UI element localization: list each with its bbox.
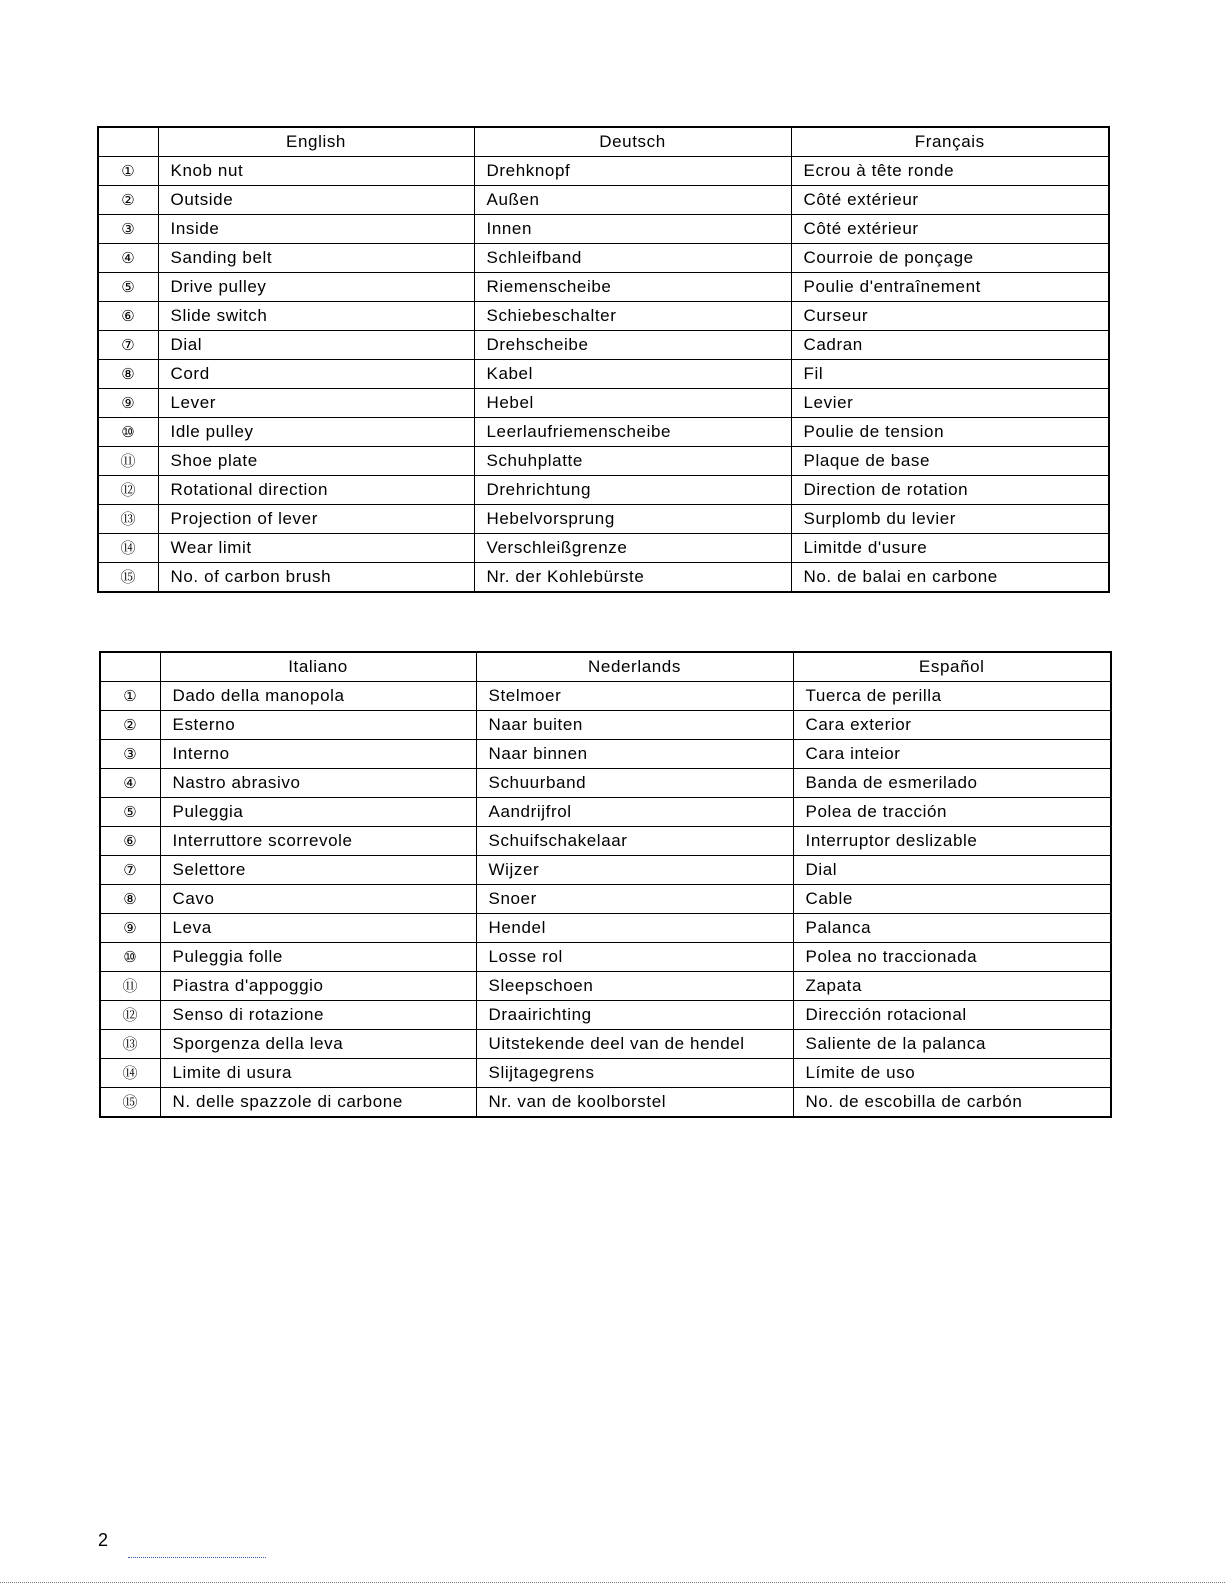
term-cell: Banda de esmerilado <box>793 769 1111 798</box>
term-cell: Cavo <box>160 885 476 914</box>
table-row <box>98 389 1109 418</box>
item-number: ⑭ <box>98 534 158 563</box>
term-cell: Inside <box>158 215 474 244</box>
item-number: ⑥ <box>98 302 158 331</box>
item-number: ⑩ <box>100 943 160 972</box>
term-cell: Selettore <box>160 856 476 885</box>
table-header-row <box>98 127 1109 157</box>
table-row <box>98 215 1109 244</box>
term-cell: No. of carbon brush <box>158 563 474 593</box>
term-cell: Draairichting <box>476 1001 793 1030</box>
term-cell: Sleepschoen <box>476 972 793 1001</box>
table-row <box>98 476 1109 505</box>
table-row <box>100 827 1111 856</box>
term-cell: Poulie d'entraînement <box>791 273 1109 302</box>
term-cell: Côté extérieur <box>791 215 1109 244</box>
term-cell: N. delle spazzole di carbone <box>160 1088 476 1118</box>
term-cell: Schuhplatte <box>474 447 791 476</box>
term-cell: Innen <box>474 215 791 244</box>
item-number: ① <box>100 682 160 711</box>
header-italiano: Italiano <box>160 652 476 682</box>
term-cell: Levier <box>791 389 1109 418</box>
term-cell: Limitde d'usure <box>791 534 1109 563</box>
table-row <box>100 943 1111 972</box>
item-number: ⑬ <box>98 505 158 534</box>
term-cell: Wear limit <box>158 534 474 563</box>
term-cell: Côté extérieur <box>791 186 1109 215</box>
table-row <box>98 563 1109 593</box>
table-row <box>100 1088 1111 1118</box>
table-row <box>98 534 1109 563</box>
table-row <box>100 740 1111 769</box>
table-row <box>100 1059 1111 1088</box>
item-number: ⑦ <box>98 331 158 360</box>
term-cell: Polea de tracción <box>793 798 1111 827</box>
term-cell: Plaque de base <box>791 447 1109 476</box>
header-francais: Français <box>791 127 1109 157</box>
term-cell: Schuurband <box>476 769 793 798</box>
item-number: ⑤ <box>100 798 160 827</box>
header-number-column <box>98 127 158 157</box>
term-cell: Idle pulley <box>158 418 474 447</box>
term-cell: Nr. der Kohlebürste <box>474 563 791 593</box>
header-number-column <box>100 652 160 682</box>
item-number: ⑨ <box>98 389 158 418</box>
item-number: ⑪ <box>100 972 160 1001</box>
item-number: ③ <box>98 215 158 244</box>
item-number: ⑩ <box>98 418 158 447</box>
term-cell: Drehrichtung <box>474 476 791 505</box>
term-cell: Aandrijfrol <box>476 798 793 827</box>
term-cell: Schleifband <box>474 244 791 273</box>
term-cell: Dado della manopola <box>160 682 476 711</box>
term-cell: Riemenscheibe <box>474 273 791 302</box>
item-number: ① <box>98 157 158 186</box>
table-row <box>100 1001 1111 1030</box>
table-row <box>98 302 1109 331</box>
term-cell: Cable <box>793 885 1111 914</box>
table-row <box>100 972 1111 1001</box>
term-cell: Nr. van de koolborstel <box>476 1088 793 1118</box>
term-cell: Naar buiten <box>476 711 793 740</box>
table-row <box>100 798 1111 827</box>
table-row <box>100 769 1111 798</box>
term-cell: Dial <box>793 856 1111 885</box>
term-cell: Esterno <box>160 711 476 740</box>
item-number: ④ <box>100 769 160 798</box>
term-cell: Drehknopf <box>474 157 791 186</box>
item-number: ② <box>100 711 160 740</box>
page-bottom-edge <box>0 1582 1225 1583</box>
term-cell: Puleggia folle <box>160 943 476 972</box>
term-cell: Nastro abrasivo <box>160 769 476 798</box>
table-row <box>100 856 1111 885</box>
table-row <box>98 157 1109 186</box>
item-number: ⑮ <box>98 563 158 593</box>
term-cell: Límite de uso <box>793 1059 1111 1088</box>
item-number: ⑤ <box>98 273 158 302</box>
term-cell: Direction de rotation <box>791 476 1109 505</box>
term-cell: Drive pulley <box>158 273 474 302</box>
term-cell: Uitstekende deel van de hendel <box>476 1030 793 1059</box>
table-row <box>98 360 1109 389</box>
item-number: ⑧ <box>100 885 160 914</box>
table-row <box>100 885 1111 914</box>
term-cell: Sporgenza della leva <box>160 1030 476 1059</box>
item-number: ④ <box>98 244 158 273</box>
header-english: English <box>158 127 474 157</box>
term-cell: Naar binnen <box>476 740 793 769</box>
item-number: ⑫ <box>100 1001 160 1030</box>
term-cell: Sanding belt <box>158 244 474 273</box>
item-number: ⑥ <box>100 827 160 856</box>
table-row <box>98 418 1109 447</box>
table-row <box>98 273 1109 302</box>
term-cell: Poulie de tension <box>791 418 1109 447</box>
term-cell: Zapata <box>793 972 1111 1001</box>
term-cell: Piastra d'appoggio <box>160 972 476 1001</box>
term-cell: Interruttore scorrevole <box>160 827 476 856</box>
term-cell: Puleggia <box>160 798 476 827</box>
term-cell: Fil <box>791 360 1109 389</box>
term-cell: Limite di usura <box>160 1059 476 1088</box>
term-cell: Lever <box>158 389 474 418</box>
term-cell: Schiebeschalter <box>474 302 791 331</box>
table-row <box>98 186 1109 215</box>
term-cell: Polea no traccionada <box>793 943 1111 972</box>
footer-rule <box>128 1557 266 1558</box>
term-cell: Interno <box>160 740 476 769</box>
item-number: ⑭ <box>100 1059 160 1088</box>
table-row <box>98 505 1109 534</box>
term-cell: Hendel <box>476 914 793 943</box>
term-cell: Außen <box>474 186 791 215</box>
term-cell: Courroie de ponçage <box>791 244 1109 273</box>
item-number: ② <box>98 186 158 215</box>
term-cell: Dial <box>158 331 474 360</box>
table-header-row <box>100 652 1111 682</box>
term-cell: Schuifschakelaar <box>476 827 793 856</box>
term-cell: Interruptor deslizable <box>793 827 1111 856</box>
item-number: ⑫ <box>98 476 158 505</box>
table-row <box>98 244 1109 273</box>
item-number: ⑪ <box>98 447 158 476</box>
table-row <box>100 1030 1111 1059</box>
table-row <box>98 447 1109 476</box>
item-number: ⑧ <box>98 360 158 389</box>
term-cell: Cara exterior <box>793 711 1111 740</box>
table-row <box>100 914 1111 943</box>
term-cell: Outside <box>158 186 474 215</box>
term-cell: Leva <box>160 914 476 943</box>
term-cell: Leerlaufriemenscheibe <box>474 418 791 447</box>
header-nederlands: Nederlands <box>476 652 793 682</box>
term-cell: Tuerca de perilla <box>793 682 1111 711</box>
term-cell: No. de balai en carbone <box>791 563 1109 593</box>
term-cell: Cara inteior <box>793 740 1111 769</box>
glossary-table-en-de-fr <box>97 126 1110 593</box>
term-cell: Ecrou à tête ronde <box>791 157 1109 186</box>
term-cell: Palanca <box>793 914 1111 943</box>
item-number: ③ <box>100 740 160 769</box>
term-cell: No. de escobilla de carbón <box>793 1088 1111 1118</box>
term-cell: Wijzer <box>476 856 793 885</box>
term-cell: Kabel <box>474 360 791 389</box>
item-number: ⑮ <box>100 1088 160 1118</box>
term-cell: Cadran <box>791 331 1109 360</box>
page-number: 2 <box>98 1530 109 1550</box>
table-row <box>98 331 1109 360</box>
term-cell: Rotational direction <box>158 476 474 505</box>
term-cell: Senso di rotazione <box>160 1001 476 1030</box>
term-cell: Dirección rotacional <box>793 1001 1111 1030</box>
item-number: ⑦ <box>100 856 160 885</box>
term-cell: Hebel <box>474 389 791 418</box>
term-cell: Curseur <box>791 302 1109 331</box>
header-deutsch: Deutsch <box>474 127 791 157</box>
term-cell: Knob nut <box>158 157 474 186</box>
term-cell: Drehscheibe <box>474 331 791 360</box>
table-row <box>100 711 1111 740</box>
term-cell: Losse rol <box>476 943 793 972</box>
item-number: ⑨ <box>100 914 160 943</box>
term-cell: Cord <box>158 360 474 389</box>
item-number: ⑬ <box>100 1030 160 1059</box>
term-cell: Slide switch <box>158 302 474 331</box>
term-cell: Stelmoer <box>476 682 793 711</box>
term-cell: Hebelvorsprung <box>474 505 791 534</box>
term-cell: Slijtagegrens <box>476 1059 793 1088</box>
term-cell: Shoe plate <box>158 447 474 476</box>
term-cell: Saliente de la palanca <box>793 1030 1111 1059</box>
term-cell: Surplomb du levier <box>791 505 1109 534</box>
term-cell: Snoer <box>476 885 793 914</box>
glossary-table-it-nl-es <box>99 651 1112 1118</box>
header-espanol: Español <box>793 652 1111 682</box>
term-cell: Projection of lever <box>158 505 474 534</box>
table-row <box>100 682 1111 711</box>
term-cell: Verschleißgrenze <box>474 534 791 563</box>
